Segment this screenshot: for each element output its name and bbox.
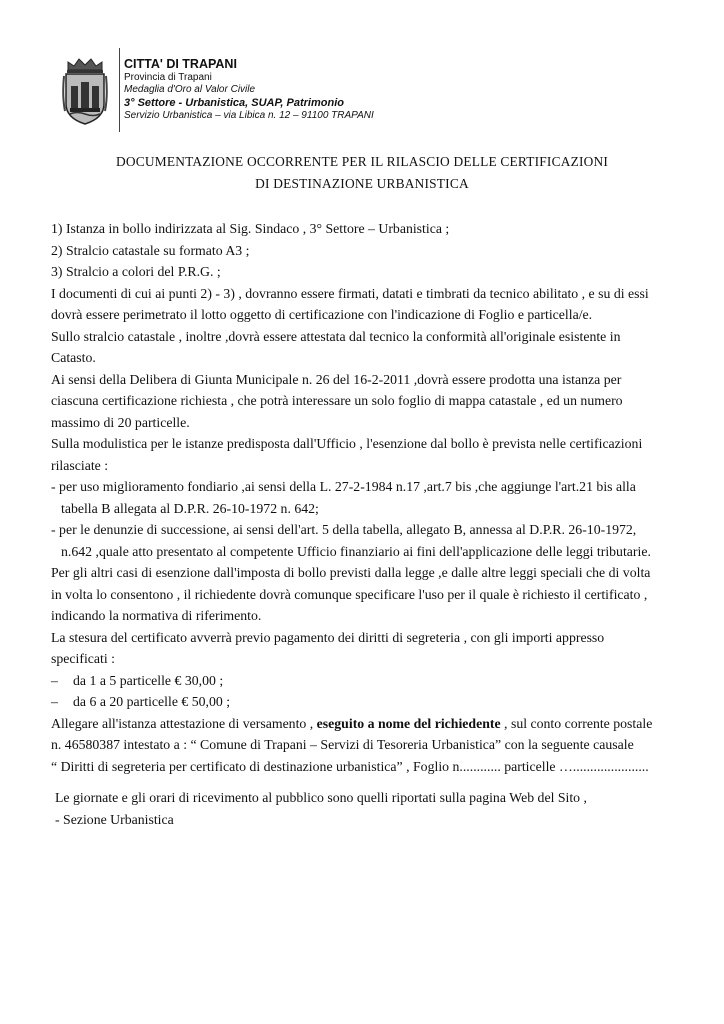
body-line: n. 46580387 intestato a : “ Comune di Trapani – Servizi di Tesoreria Urbanistica” con la seguente causale — [51, 737, 634, 752]
fee-text: da 6 a 20 particelle € 50,00 ; — [73, 694, 231, 709]
body-line: 3) Stralcio a colori del P.R.G. ; — [51, 264, 221, 279]
body-line: tabella B allegata al D.P.R. 26-10-1972 n. 642; — [61, 500, 319, 516]
header-divider — [119, 48, 120, 132]
city-name: CITTA' DI TRAPANI — [124, 57, 237, 71]
body-line: I documenti di cui ai punti 2) - 3) , dovranno essere firmati, datati e timbrati da tecnico abilitato , e su di essi — [51, 285, 649, 301]
header-text — [124, 57, 374, 122]
province: Provincia di Trapani — [124, 72, 212, 83]
service-line: Servizio Urbanistica – via Libica n. 12 – 91100 TRAPANI — [124, 110, 374, 121]
body-line: massimo di 20 particelle. — [51, 414, 190, 430]
body-line — [51, 713, 711, 735]
fee-dash: – — [51, 694, 58, 709]
document-title — [0, 151, 724, 195]
bold-text: eseguito a nome del richiedente — [316, 715, 501, 731]
body-line: “ Diritti di segreteria per certificato di destinazione urbanistica” , Foglio n............ particelle …...................... — [51, 758, 649, 774]
sector-line: 3° Settore - Urbanistica, SUAP, Patrimonio — [124, 97, 344, 109]
body-text: , sul conto corrente postale — [500, 715, 653, 731]
body-line: dovrà essere perimetrato il lotto oggetto di certificazione con l'indicazione di Foglio e particella/e. — [51, 307, 593, 322]
body-line: - per uso miglioramento fondiario ,ai sensi della L. 27-2-1984 n.17 ,art.7 bis ,che aggiunge l'art.21 bis alla — [51, 479, 636, 494]
body-line: 1) Istanza in bollo indirizzata al Sig. Sindaco , 3° Settore – Urbanistica ; — [51, 221, 450, 236]
letterhead — [62, 48, 662, 132]
body-line: La stesura del certificato avverrà previo pagamento dei diritti di segreteria , con gli importi appresso — [51, 629, 605, 645]
title-line-1: DOCUMENTAZIONE OCCORRENTE PER IL RILASCIO DELLE CERTIFICAZIONI — [115, 154, 609, 169]
body-line: n.642 ,quale atto presentato al competente Ufficio finanziario ai fini dell'applicazione delle leggi tributarie. — [61, 543, 651, 559]
title-line-2: DI DESTINAZIONE URBANISTICA — [255, 176, 469, 191]
body-line: Catasto. — [51, 350, 96, 365]
fee-dash: – — [51, 672, 58, 688]
body-line: - per le denunzie di successione, ai sensi dell'art. 5 della tabella, allegato B, annessa al D.P.R. 26-10-1972, — [51, 522, 637, 537]
body-line: 2) Stralcio catastale su formato A3 ; — [51, 242, 250, 258]
body-line: Sulla modulistica per le istanze predisposta dall'Ufficio , l'esenzione dal bollo è prevista nelle certificazioni — [51, 436, 643, 451]
city-crest-icon — [62, 56, 108, 126]
fee-item — [51, 670, 711, 692]
body-line: rilasciate : — [51, 457, 109, 473]
medal-line: Medaglia d'Oro al Valor Civile — [124, 84, 256, 95]
body-line: Ai sensi della Delibera di Giunta Municipale n. 26 del 16-2-2011 ,dovrà essere prodotta una istanza per — [51, 371, 622, 387]
fee-text: da 1 a 5 particelle € 30,00 ; — [73, 672, 224, 688]
fee-item — [51, 691, 711, 713]
body-line: Sullo stralcio catastale , inoltre ,dovrà essere attestata dal tecnico la conformità all'originale esistente in — [51, 328, 621, 344]
body-line: Per gli altri casi di esenzione dall'imposta di bollo previsti dalla legge ,e dalle altre leggi speciali che di volta — [51, 565, 651, 580]
body-line: - Sezione Urbanistica — [55, 811, 174, 827]
document-body — [51, 218, 711, 830]
body-line: specificati : — [51, 651, 115, 666]
body-text: Allegare all'istanza attestazione di versamento , — [51, 715, 317, 731]
body-line: ciascuna certificazione richiesta , che potrà interessare un solo foglio di mappa catastale , ed un numero — [51, 393, 623, 408]
body-line: in volta lo consentono , il richiedente dovrà comunque specificare l'uso per il quale è richiesto il certificato , — [51, 586, 648, 602]
body-line: Le giornate e gli orari di ricevimento al pubblico sono quelli riportati sulla pagina Web del Sito , — [55, 790, 587, 805]
body-line: indicando la normativa di riferimento. — [51, 608, 262, 623]
